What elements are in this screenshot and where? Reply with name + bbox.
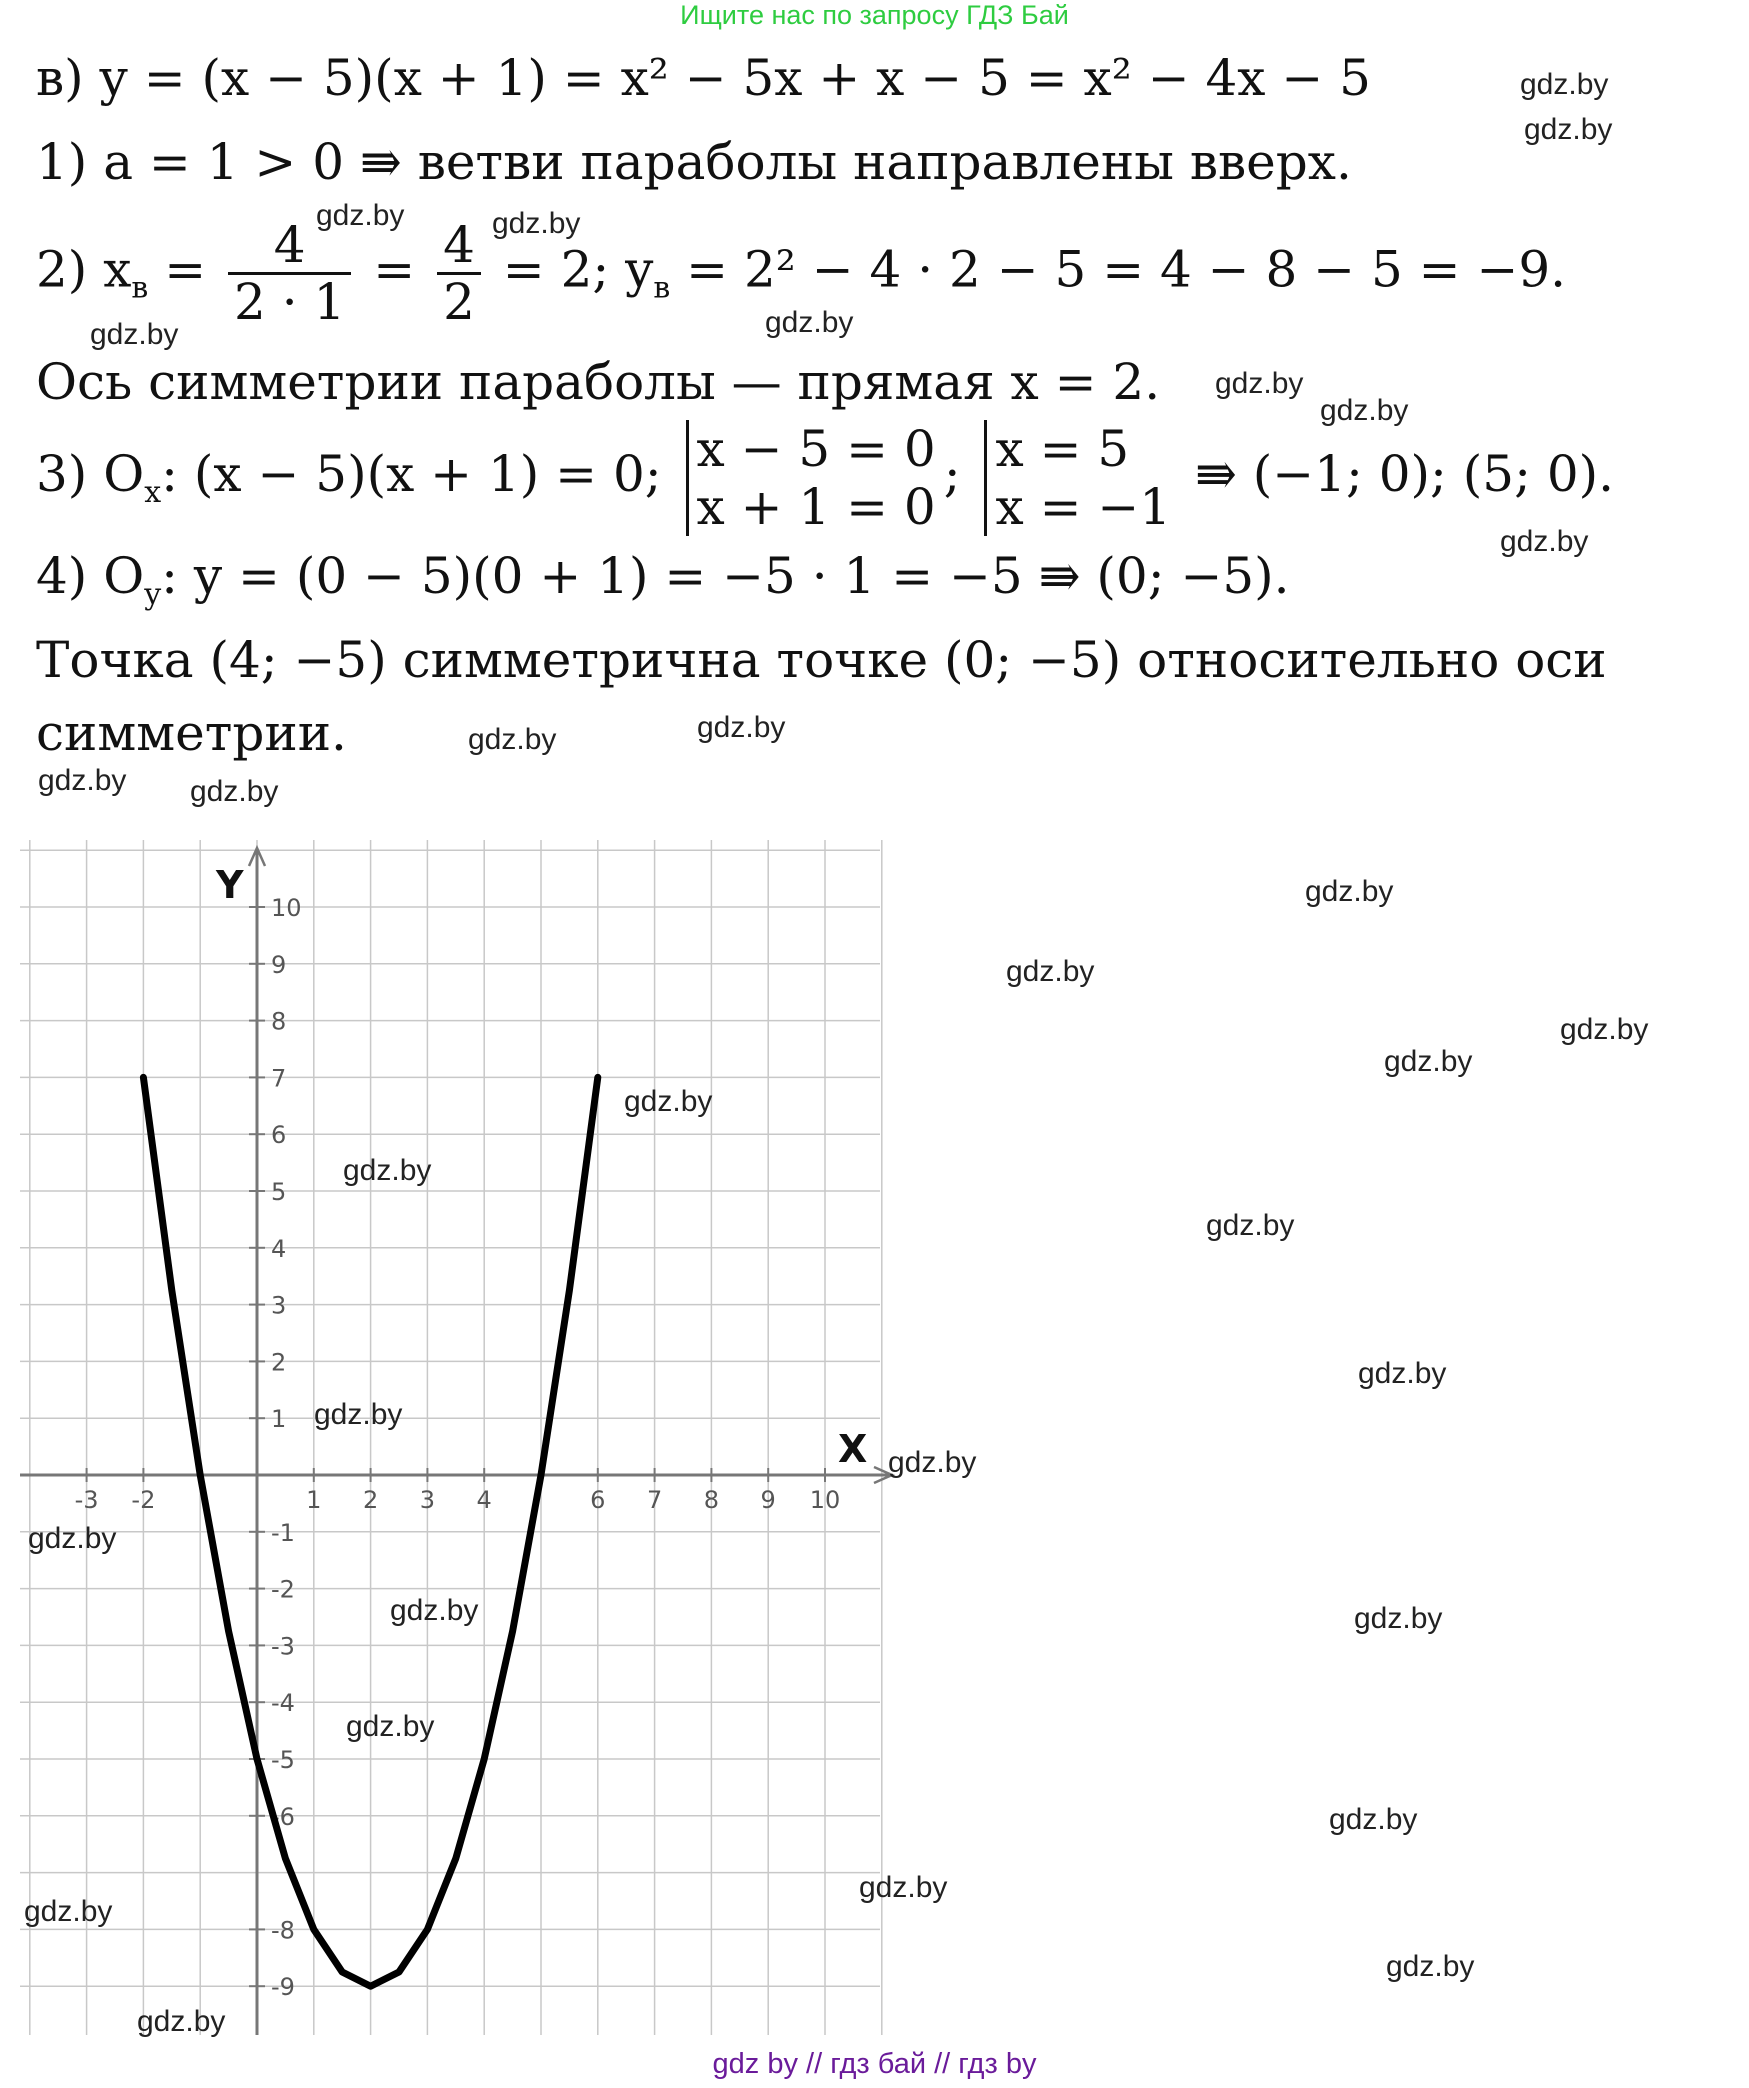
x-axis-label: X — [838, 1427, 868, 1471]
x-tick-label: 8 — [703, 1486, 720, 1514]
y-tick-label: 5 — [271, 1178, 287, 1206]
watermark: gdz.by — [765, 306, 854, 339]
watermark: gdz.by — [697, 711, 786, 744]
watermark: gdz.by — [888, 1446, 977, 1479]
fraction-denominator: 2 — [437, 272, 481, 329]
watermark: gdz.by — [492, 207, 581, 240]
watermark: gdz.by — [1215, 367, 1304, 400]
grid — [20, 840, 882, 2035]
fraction-4-over-2x1 — [228, 218, 351, 329]
system-separator: ; — [943, 445, 961, 503]
watermark: gdz.by — [1206, 1209, 1295, 1242]
y-tick-label: 2 — [271, 1348, 287, 1377]
equation-line: в) y = (x − 5)(x + 1) = x² − 5x + x − 5 = x² − 4x − 5 — [36, 49, 1371, 107]
system-2-line-a: x = 5 — [995, 420, 1130, 478]
watermark: gdz.by — [343, 1154, 432, 1187]
step-3-equation: : (x − 5)(x + 1) = 0; — [161, 445, 662, 503]
watermark: gdz.by — [314, 1398, 403, 1431]
step-2-prefix: 2) x — [36, 240, 132, 299]
watermark: gdz.by — [859, 1871, 948, 1904]
x-tick-label: 7 — [646, 1486, 663, 1514]
y-tick-label: -9 — [271, 1973, 295, 2002]
step-4-subscript: y — [144, 577, 162, 612]
watermark: gdz.by — [90, 318, 179, 351]
y-tick-label: -3 — [271, 1632, 295, 1661]
system-of-equations-1 — [686, 420, 936, 536]
step-2-subscript: в — [131, 270, 149, 306]
y-tick-label: 6 — [271, 1121, 287, 1150]
x-tick-label: -3 — [74, 1486, 99, 1514]
x-tick-label: 10 — [809, 1486, 841, 1514]
y-tick-label: 7 — [271, 1064, 287, 1093]
watermark: gdz.by — [1305, 875, 1394, 908]
y-axis-label: Y — [216, 863, 244, 907]
system-1-line-a: x − 5 = 0 — [696, 420, 936, 478]
step-3-subscript: x — [144, 475, 162, 510]
fraction-numerator: 4 — [273, 216, 306, 274]
system-of-equations-2 — [984, 420, 1171, 536]
symmetry-text-line-1: Точка (4; −5) симметрична точке (0; −5) относительно оси — [36, 631, 1607, 689]
x-tick-label: 2 — [362, 1486, 379, 1514]
step-2-equals: = — [164, 240, 207, 299]
watermark: gdz.by — [24, 1895, 113, 1928]
watermark: gdz.by — [316, 199, 405, 232]
system-1-line-b: x + 1 = 0 — [696, 478, 936, 536]
step-4 — [36, 546, 1290, 625]
step-3-prefix: 3) O — [36, 445, 145, 503]
step-2-subscript-2: в — [653, 270, 671, 306]
watermark: gdz.by — [1386, 1950, 1475, 1983]
y-tick-label: -8 — [271, 1916, 295, 1945]
step-3 — [36, 420, 1614, 536]
y-tick-label: -4 — [271, 1689, 295, 1718]
y-tick-label: 1 — [271, 1405, 287, 1434]
step-2-tail: = 2² − 4 · 2 − 5 = 4 − 8 − 5 = −9. — [686, 240, 1567, 299]
tick-labels — [75, 894, 841, 2001]
watermark: gdz.by — [1560, 1013, 1649, 1046]
y-tick-label: 4 — [271, 1234, 287, 1263]
step-4-prefix: 4) O — [36, 547, 145, 605]
y-tick-label: -6 — [271, 1802, 295, 1831]
watermark: gdz.by — [1358, 1357, 1447, 1390]
fraction-4-over-2 — [437, 218, 481, 329]
watermark: gdz.by — [1384, 1045, 1473, 1078]
watermark: gdz.by — [390, 1594, 479, 1627]
watermark: gdz.by — [1006, 955, 1095, 988]
watermark: gdz.by — [1500, 525, 1589, 558]
y-tick-label: -2 — [271, 1575, 295, 1604]
step-1: 1) a = 1 > 0 ⇛ ветви параболы направлены вверх. — [36, 133, 1352, 191]
step-2-equals-2: = — [373, 240, 416, 299]
system-2-line-b: x = −1 — [995, 478, 1172, 536]
y-tick-label: 3 — [271, 1291, 287, 1320]
watermark: gdz.by — [468, 723, 557, 756]
symmetry-text-line-2: симметрии. — [36, 704, 347, 762]
watermark: gdz.by — [1354, 1602, 1443, 1635]
fraction-denominator: 2 · 1 — [228, 272, 351, 329]
footer-links[interactable]: gdz by // гдз бай // гдз by — [712, 2048, 1037, 2080]
x-tick-label: -2 — [131, 1486, 156, 1514]
y-tick-label: 8 — [271, 1007, 287, 1036]
watermark: gdz.by — [624, 1085, 713, 1118]
watermark: gdz.by — [1524, 113, 1613, 146]
x-tick-label: 9 — [760, 1486, 776, 1514]
x-tick-label: 3 — [419, 1486, 436, 1514]
x-tick-label: 4 — [476, 1486, 492, 1514]
step-4-equation: : y = (0 − 5)(0 + 1) = −5 · 1 = −5 ⇛ (0; −5). — [161, 547, 1290, 605]
x-tick-label: 6 — [590, 1486, 606, 1514]
parabola-graph — [20, 840, 900, 2035]
x-tick-label: 1 — [306, 1486, 322, 1514]
watermark: gdz.by — [1320, 394, 1409, 427]
fraction-numerator: 4 — [443, 216, 475, 274]
watermark: gdz.by — [38, 764, 127, 797]
y-tick-label: -5 — [271, 1746, 295, 1774]
watermark: gdz.by — [1329, 1803, 1418, 1836]
y-tick-label: 10 — [271, 894, 302, 922]
watermark: gdz.by — [1520, 68, 1609, 101]
step-3-result: ⇛ (−1; 0); (5; 0). — [1194, 445, 1615, 503]
search-banner[interactable]: Ищите нас по запросу ГДЗ Бай — [680, 0, 1069, 30]
axis-of-symmetry-line: Ось симметрии параболы — прямая x = 2. — [36, 353, 1161, 411]
watermark: gdz.by — [137, 2005, 226, 2038]
y-tick-label: 9 — [271, 950, 287, 979]
y-tick-label: -1 — [271, 1518, 295, 1547]
step-2-rest: = 2; y — [502, 240, 654, 299]
watermark: gdz.by — [28, 1522, 117, 1555]
watermark: gdz.by — [190, 775, 279, 808]
watermark: gdz.by — [346, 1710, 435, 1743]
